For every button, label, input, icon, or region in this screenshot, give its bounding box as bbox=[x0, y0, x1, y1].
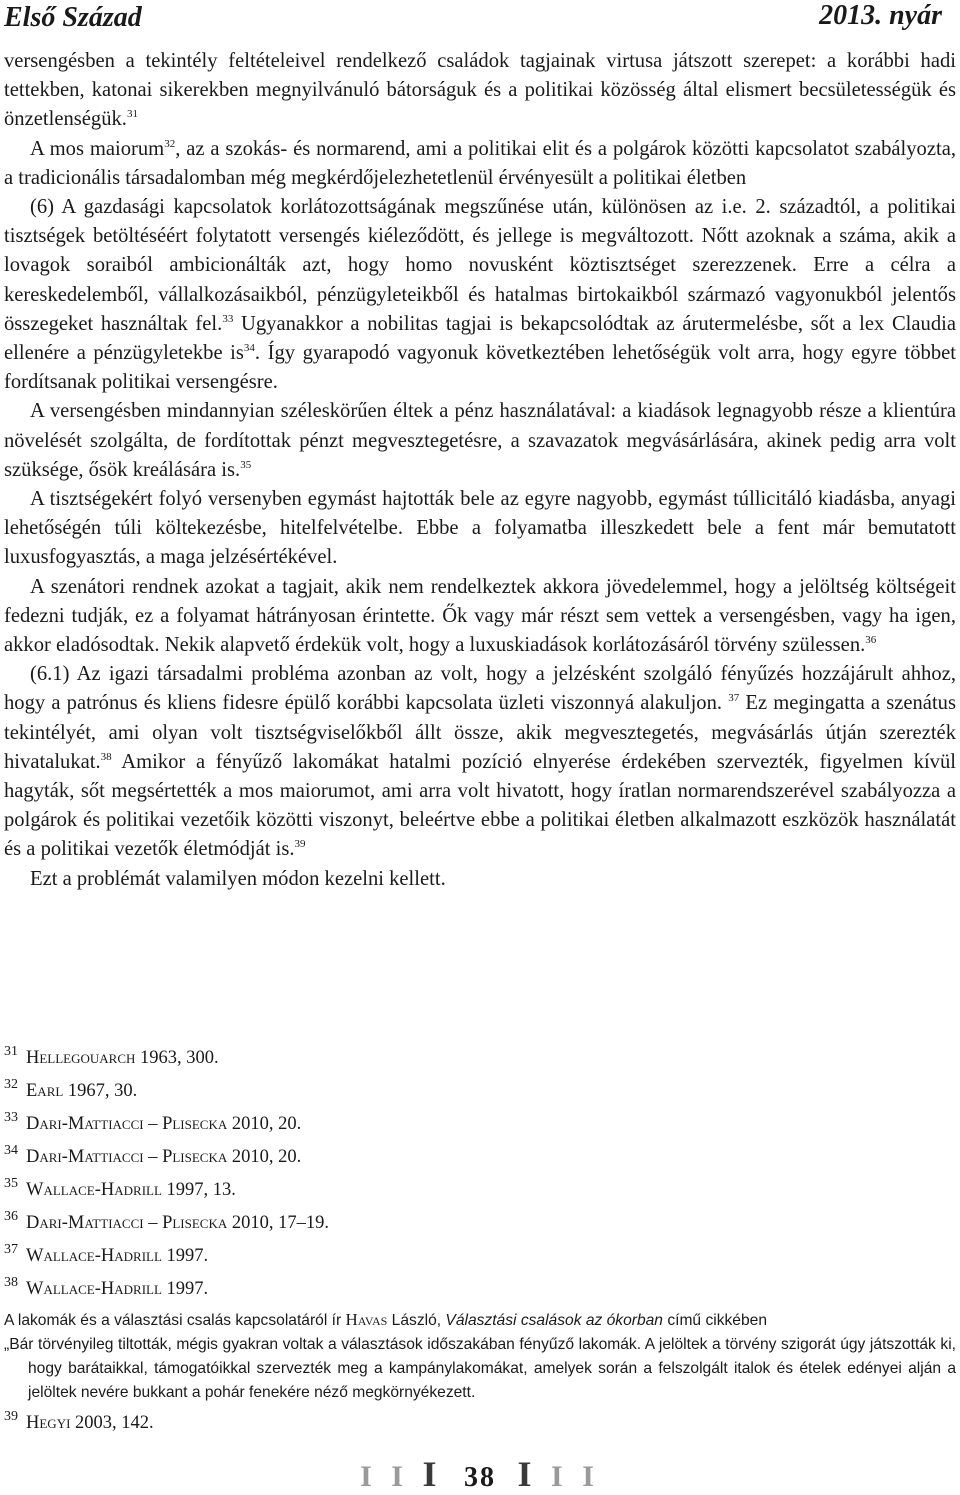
paragraph bbox=[4, 660, 956, 864]
paragraph bbox=[4, 47, 956, 135]
paragraph bbox=[4, 865, 956, 894]
footnote-number: 36 bbox=[4, 1209, 18, 1224]
article-body bbox=[4, 47, 956, 894]
footer-ornament: I bbox=[517, 1454, 538, 1494]
footer-ornament: I bbox=[422, 1454, 443, 1494]
footnote-item bbox=[4, 1141, 956, 1174]
footnotes bbox=[4, 1042, 956, 1440]
paragraph-text: Ugyanakkor a nobilitas tagjai is bekapcsolódtak az árutermelésbe, sőt a lex Claudia ellenére a pénzügyletekbe is bbox=[4, 312, 956, 365]
ext-author: Havas bbox=[345, 1310, 388, 1329]
footnote-ref: 38 bbox=[100, 751, 112, 764]
footnote-item bbox=[4, 1174, 956, 1207]
footnote-text: Hegyi 2003, 142. bbox=[26, 1413, 154, 1433]
paragraph-text: A mos maiorum bbox=[30, 137, 165, 160]
journal-title: Első Század bbox=[4, 2, 142, 33]
paragraph bbox=[4, 193, 956, 397]
ext-article-title: Választási csalások az ókorban bbox=[445, 1312, 663, 1329]
footnote-38-extension bbox=[4, 1308, 956, 1405]
footnote-text: Dari-Mattiacci – Plisecka 2010, 17–19. bbox=[26, 1213, 330, 1233]
footnote-number: 32 bbox=[4, 1077, 18, 1092]
ext-text: A lakomák és a választási csalás kapcsolatáról ír bbox=[4, 1312, 346, 1329]
footnote-text: Dari-Mattiacci – Plisecka 2010, 20. bbox=[26, 1147, 302, 1167]
paragraph bbox=[4, 397, 956, 485]
footnote-38-quote: „Bár törvényileg tiltották, mégis gyakran voltak a választások időszakában fényűző lakomák. A jelöltek a törvény szigorát úgy játszották ki, hogy barátaikkal, támogatóikkal szervezték meg a kampánylakomákat, amelyek során a felszolgált italok és ételek edényei alján a jelöltek nevére bukkant a pohár fenekére néző megkörnyékezett. bbox=[4, 1336, 956, 1401]
footer-ornament: I bbox=[391, 1460, 409, 1493]
footnote-ref: 36 bbox=[865, 634, 877, 647]
footnote-item bbox=[4, 1042, 956, 1075]
footnote-ref: 33 bbox=[222, 312, 234, 325]
footnote-ref: 34 bbox=[243, 342, 255, 355]
paragraph-text: Ezt a problémát valamilyen módon kezelni kellett. bbox=[30, 867, 446, 890]
ext-text: László, bbox=[387, 1312, 446, 1329]
footnote-item bbox=[4, 1108, 956, 1141]
footnote-text: Wallace-Hadrill 1997. bbox=[26, 1246, 209, 1266]
page-header bbox=[4, 0, 942, 36]
paragraph-text: , az a szokás- és normarend, ami a politikai elit és a polgárok közötti kapcsolatot szabályozta, a tradicionális társadalomban még megkérdőjelezhetetlenül érvényesült a politikai életben bbox=[4, 137, 956, 189]
footer-ornament: I bbox=[582, 1460, 600, 1493]
footnote-number: 39 bbox=[4, 1409, 18, 1424]
paragraph-text: versengésben a tekintély feltételeivel rendelkező családok tagjainak virtusa játszott szerepet: a korábbi hadi tettekben, katonai sikerekben megnyilvánuló bátorságuk és a politikai közösség által elismert becsületességük és önzetlenségük. bbox=[4, 50, 956, 131]
paragraph-text: A versengésben mindannyian széleskörűen éltek a pénz használatával: a kiadások legnagyobb része a klientúra növelését szolgálta, de fordítottak pénzt megvesztegetésre, a szavazatok megvásárlására, akinek pedig arra volt szüksége, ősök kreálására is. bbox=[4, 400, 956, 481]
footnote-ref: 37 bbox=[728, 692, 740, 705]
paragraph bbox=[4, 573, 956, 661]
footnote-text: Earl 1967, 30. bbox=[26, 1081, 138, 1101]
footnote-item bbox=[4, 1240, 956, 1273]
page-number: 38 bbox=[464, 1462, 496, 1493]
footnote-number: 38 bbox=[4, 1275, 18, 1290]
footnote-38-line bbox=[4, 1308, 956, 1333]
footnote-number: 33 bbox=[4, 1110, 18, 1125]
paragraph-text: . Így gyarapodó vagyonuk következtében lehetőségük volt arra, hogy egyre többet fordítsanak politikai versengésre. bbox=[4, 342, 956, 394]
footnote-item bbox=[4, 1207, 956, 1240]
footnote-text: Wallace-Hadrill 1997. bbox=[26, 1279, 209, 1299]
paragraph-text: Amikor a fényűző lakomákat hatalmi pozíció elnyerése érdekében szervezték, figyelmen kívül hagyták, sőt megsértették a mos maiorumot, ami arra volt hivatott, hogy íratlan normarendszerével szabályozza a polgárok és politikai vezetőik közötti viszonyt, beleértve ebbe a politikai életben alkalmazott eszközök használatát és a politikai vezetők életmódját is. bbox=[4, 750, 956, 861]
footnote-number: 37 bbox=[4, 1242, 18, 1257]
footnote-text: Dari-Mattiacci – Plisecka 2010, 20. bbox=[26, 1114, 302, 1134]
paragraph-text: (6.1) Az igazi társadalmi probléma azonban az volt, hogy a jelzésként szolgáló fényűzés hozzájárult ahhoz, hogy a patrónus és kliens fidesre épülő korábbi kapcsolata üzleti viszonnyá alakuljon. bbox=[4, 663, 956, 715]
footnote-ref: 31 bbox=[126, 108, 138, 121]
paragraph bbox=[4, 135, 956, 193]
footnote-item bbox=[4, 1075, 956, 1108]
footnote-text: Hellegouarch 1963, 300. bbox=[26, 1048, 219, 1068]
footnote-item bbox=[4, 1407, 956, 1440]
footnote-ref: 32 bbox=[164, 137, 176, 150]
footer-ornament: I bbox=[551, 1460, 569, 1493]
ext-text: című cikkében bbox=[662, 1312, 767, 1329]
paragraph-text: (6) A gazdasági kapcsolatok korlátozottságának megszűnése után, különösen az i.e. 2. századtól, a politikai tisztségek betöltéséért folytatott versengés kiéleződött, és jellege is megváltozott. Nőtt azoknak a száma, akik a lovagok soraiból ambicionálták azt, hogy homo novusként köztisztséget szerezzenek. Erre a célra a kereskedelemből, vállalkozásaikból, pénzügyleteikből és hatalmas birtokaikból származó vagyonukból jelentős összegeket használtak fel. bbox=[4, 196, 956, 335]
footnote-ref: 39 bbox=[294, 838, 306, 851]
paragraph-text: Ez megingatta a szenátus tekintélyét, ami olyan volt tisztségviselőkből állt össze, akik megvesztegetés, megvásárlás útján szerezték hivatalukat. bbox=[4, 692, 956, 773]
footnote-text: Wallace-Hadrill 1997, 13. bbox=[26, 1180, 236, 1200]
paragraph-text: A tisztségekért folyó versenyben egymást hajtották bele az egyre nagyobb, egymást túllicitáló kiadásba, anyagi lehetőségén túli költekezésbe, hitelfelvételbe. Ebbe a folyamatba illeszkedett bele a fent már bemutatott luxusfogyasztás, a maga jelzésértékével. bbox=[4, 488, 956, 569]
footer-ornament: I bbox=[360, 1460, 378, 1493]
footnote-item bbox=[4, 1273, 956, 1306]
footnote-number: 31 bbox=[4, 1044, 18, 1059]
paragraph-text: A szenátori rendnek azokat a tagjait, akik nem rendelkeztek akkora jövedelemmel, hogy a jelöltség költségeit fedezni tudják, ez a folyamat hátrányosan érintette. Ők vagy már részt sem vettek a versengésben, vagy ha igen, akkor eladósodtak. Nekik alapvető érdekük volt, hogy a luxuskiadások korlátozásáról törvény szülessen. bbox=[4, 575, 956, 657]
paragraph bbox=[4, 485, 956, 573]
footnote-list bbox=[4, 1042, 956, 1306]
footnote-number: 35 bbox=[4, 1176, 18, 1191]
footnote-number: 34 bbox=[4, 1143, 18, 1158]
footnote-ref: 35 bbox=[240, 458, 252, 471]
issue-label: 2013. nyár bbox=[819, 0, 942, 31]
